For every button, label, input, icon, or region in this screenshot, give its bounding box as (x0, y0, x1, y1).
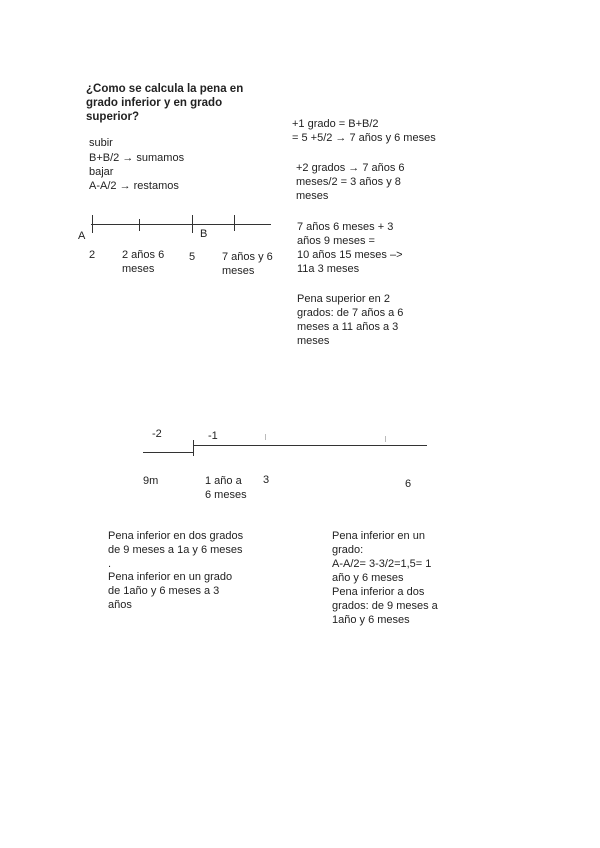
tick-b (192, 215, 193, 233)
inferior-calculo: Pena inferior en un grado: A-A/2= 3-3/2=1,5= 1 año y 6 meses Pena inferior a dos grados: de 9 meses a 1año y 6 meses (332, 530, 438, 626)
tick-3 (265, 434, 266, 440)
inferior-dos-grados: Pena inferior en dos grados de 9 meses a 1a y 6 meses . (108, 530, 244, 570)
rule-bajar-formula: A-A/2 → restamos (89, 180, 179, 192)
superior-conclusion: Pena superior en 2 grados: de 7 años a 6 meses a 11 años a 3 meses (297, 293, 404, 347)
label-b: B (200, 228, 208, 240)
tick-label-5: 5 (189, 251, 196, 263)
number-line-2-right-axis (193, 445, 427, 446)
tick-a (92, 215, 93, 233)
tick-label-2y6: 2 años 6 meses (122, 249, 165, 275)
tick-label-1a6: 1 año a 6 meses (205, 475, 247, 501)
label-minus-1: -1 (208, 430, 218, 442)
tick-label-7y6: 7 años y 6 meses (222, 251, 273, 277)
label-minus-2: -2 (152, 428, 162, 440)
tick-1a6 (193, 440, 194, 456)
tick-label-3: 3 (263, 474, 270, 486)
tick-2y6 (139, 219, 140, 231)
number-line-2-left-axis (143, 452, 193, 453)
superior-2-grados: +2 grados → 7 años 6 meses/2 = 3 años y 8 meses (296, 162, 405, 202)
superior-suma: 7 años 6 meses + 3 años 9 meses = 10 años 15 meses –> 11a 3 meses (297, 221, 403, 275)
tick-6 (385, 436, 386, 442)
label-a: A (78, 230, 86, 242)
number-line-1-axis (91, 224, 271, 225)
tick-label-6: 6 (405, 478, 412, 490)
superior-1-grado: +1 grado = B+B/2 = 5 +5/2 → 7 años y 6 meses (292, 118, 436, 144)
rule-bajar-label: bajar (89, 166, 114, 178)
page-title: ¿Como se calcula la pena en grado inferior y en grado superior? (86, 83, 244, 123)
inferior-un-grado: Pena inferior en un grado de 1año y 6 meses a 3 años (108, 571, 233, 611)
tick-label-2: 2 (89, 249, 96, 261)
rule-subir-label: subir (89, 137, 113, 149)
rule-subir-formula: B+B/2 → sumamos (89, 152, 185, 164)
tick-label-9m: 9m (143, 475, 159, 487)
tick-7y6 (234, 215, 235, 231)
